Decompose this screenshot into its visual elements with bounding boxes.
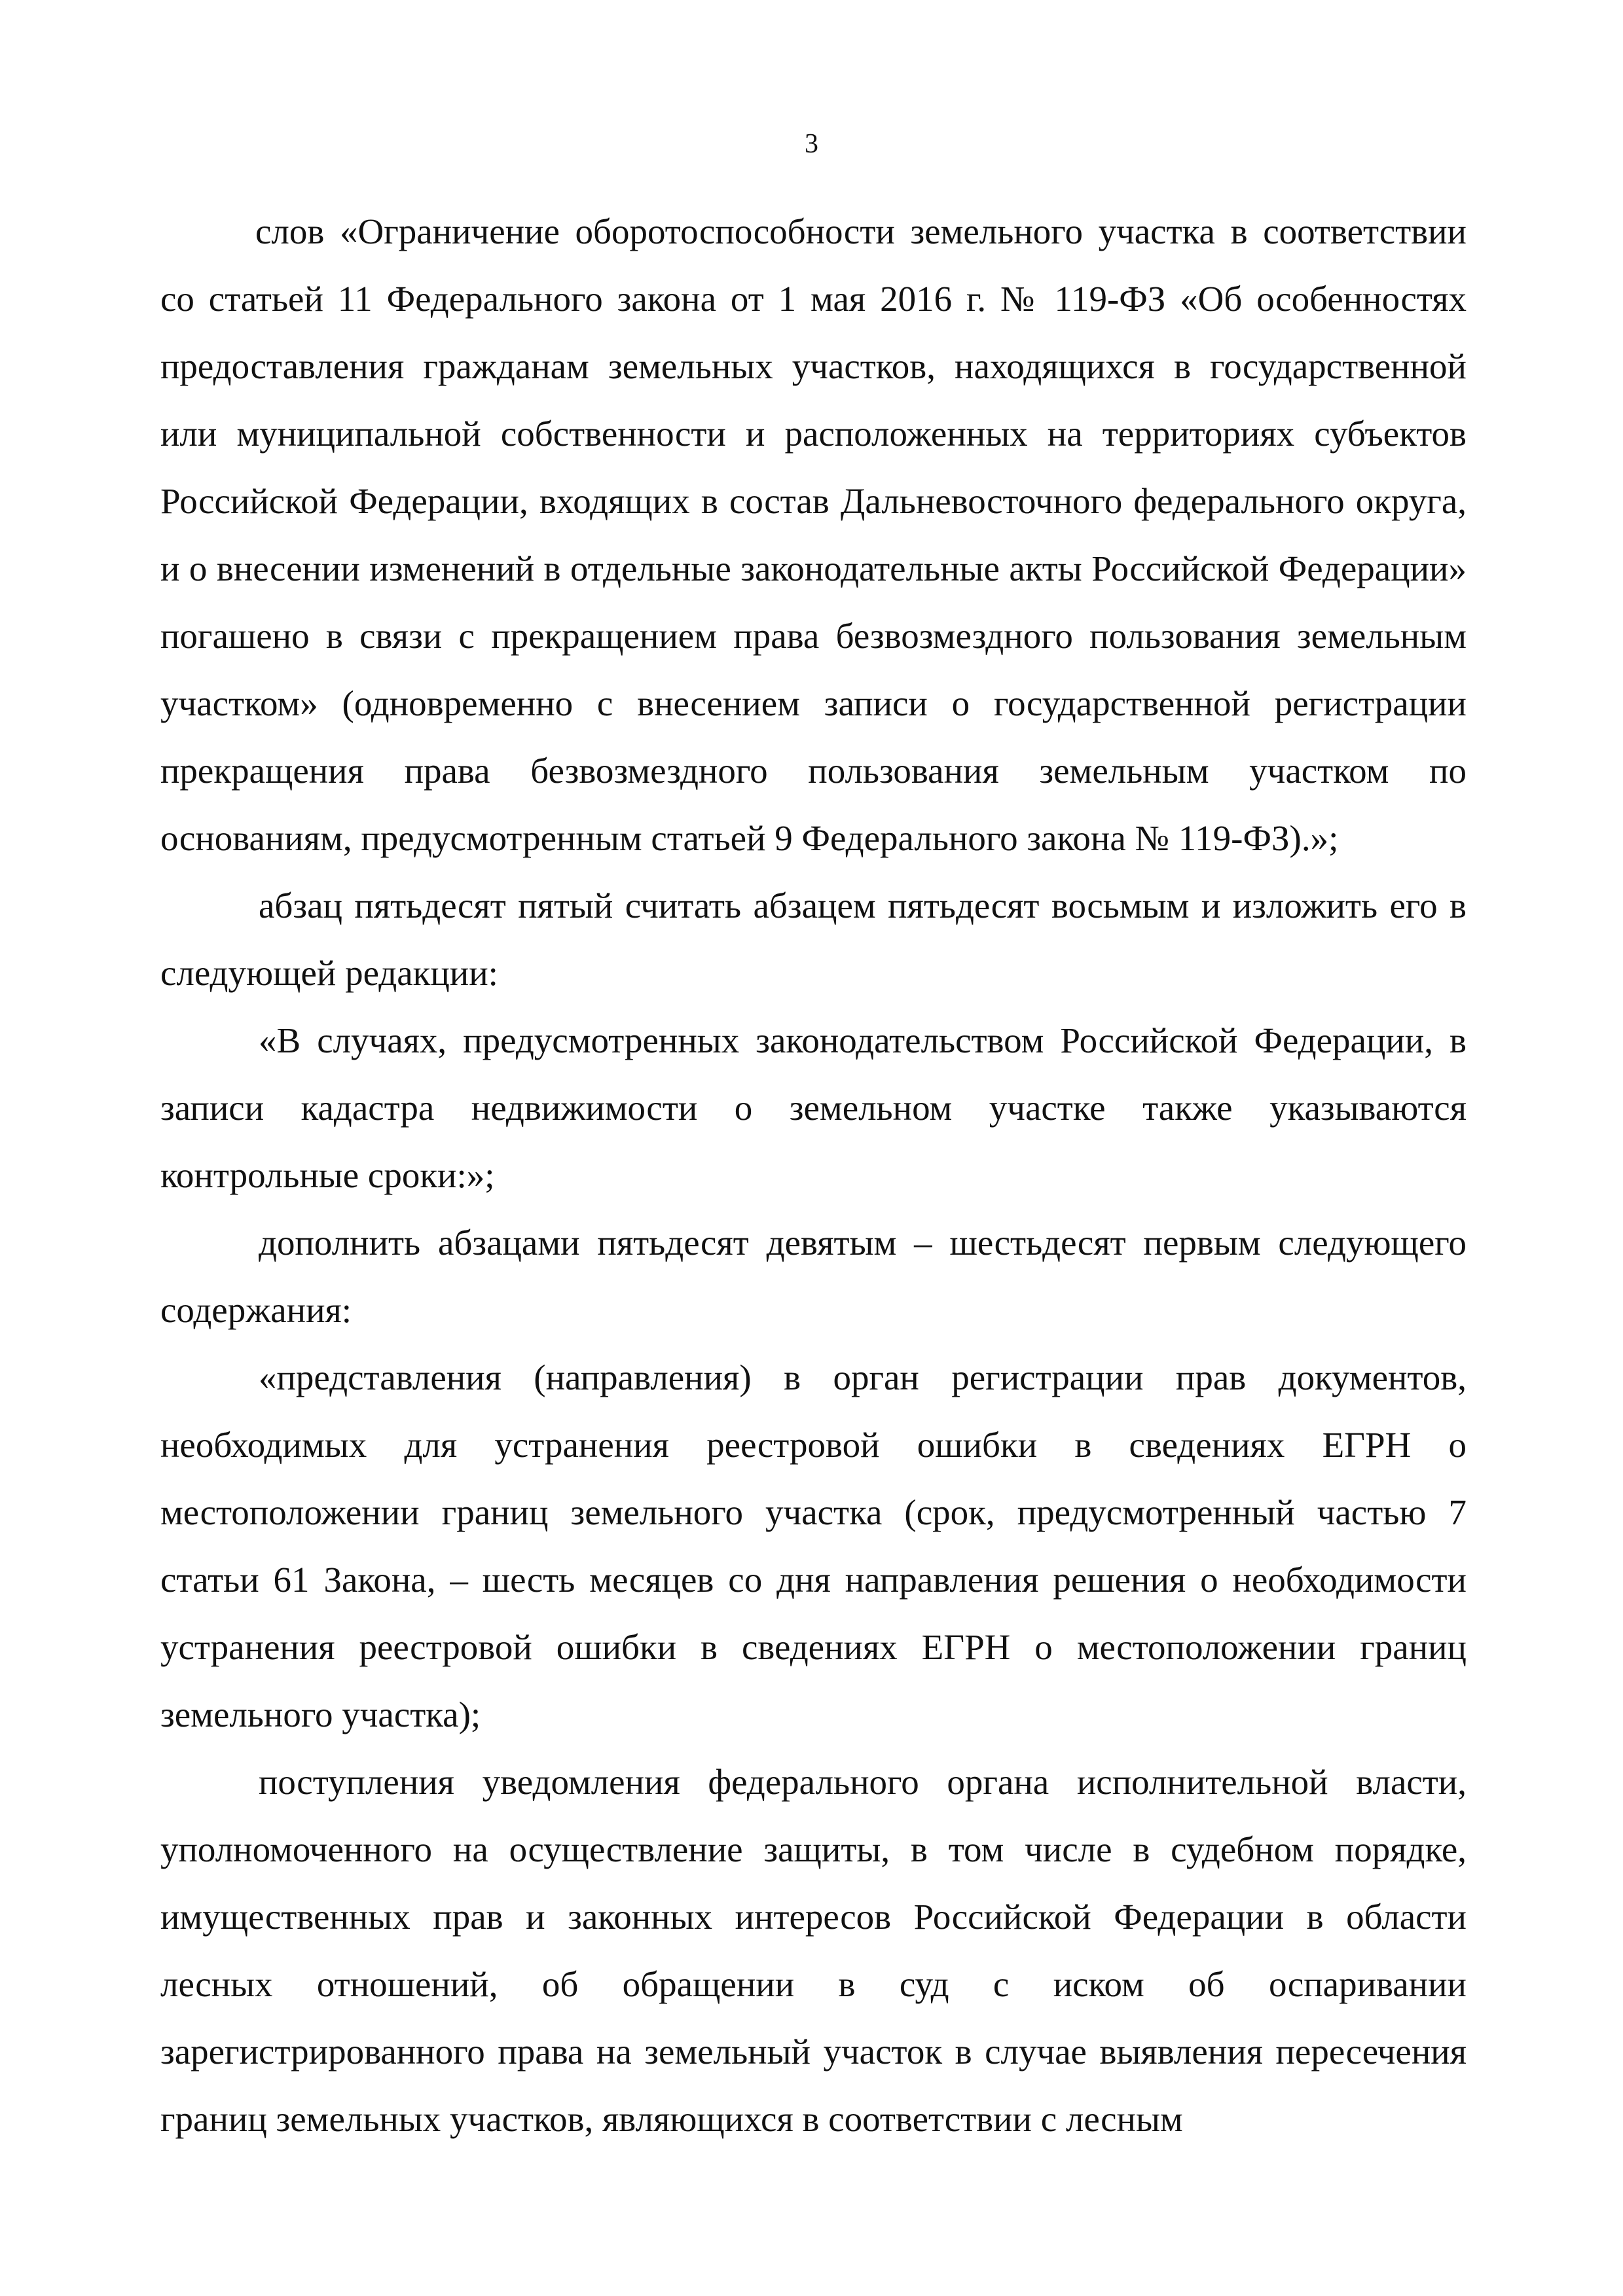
page-number: 3 <box>805 129 818 159</box>
paragraph-continuation: слов «Ограничение оборотоспособности земельного участка в соответствии со статьей 11 Федерального закона от 1 мая 2016 г. № 119-ФЗ «Об особенностях предоставления гражданам земельных участков, находящихся в государственной или муниципальной собственности и расположенных на территориях субъектов Российской Федерации, входящих в состав Дальневосточного федерального округа, и о внесении изменений в отдельные законодательные акты Российской Федерации» погашено в связи с прекращением права безвозмездного пользования земельным участком» (одновременно с внесением записи о государственной регистрации прекращения права безвозмездного пользования земельным участком по основаниям, предусмотренным статьей 9 Федерального закона № 119-ФЗ).»; <box>160 211 1467 858</box>
paragraph-abzac-55: абзац пятьдесят пятый считать абзацем пятьдесят восьмым и изложить его в следующей редакции: <box>160 886 1467 993</box>
paragraph-submission: «представления (направления) в орган регистрации прав документов, необходимых для устранения реестровой ошибки в сведениях ЕГРН о местоположении границ земельного участка (срок, предусмотренный частью 7 статьи 61 Закона, – шесть месяцев со дня направления решения о необходимости устранения реестровой ошибки в сведениях ЕГРН о местоположении границ земельного участка); <box>160 1357 1467 1734</box>
document-body <box>160 198 1467 2153</box>
paragraph-notification: поступления уведомления федерального органа исполнительной власти, уполномоченного на осуществление защиты, в том числе в судебном порядке, имущественных прав и законных интересов Российской Федерации в области лесных отношений, об обращении в суд с иском об оспаривании зарегистрированного права на земельный участок в случае выявления пересечения границ земельных участков, являющихся в соответствии с лесным <box>160 1762 1467 2139</box>
paragraph-quoted-cases: «В случаях, предусмотренных законодательством Российской Федерации, в записи кадастра недвижимости о земельном участке также указываются контрольные сроки:»; <box>160 1020 1467 1195</box>
paragraph-supplement: дополнить абзацами пятьдесят девятым – шестьдесят первым следующего содержания: <box>160 1223 1467 1330</box>
